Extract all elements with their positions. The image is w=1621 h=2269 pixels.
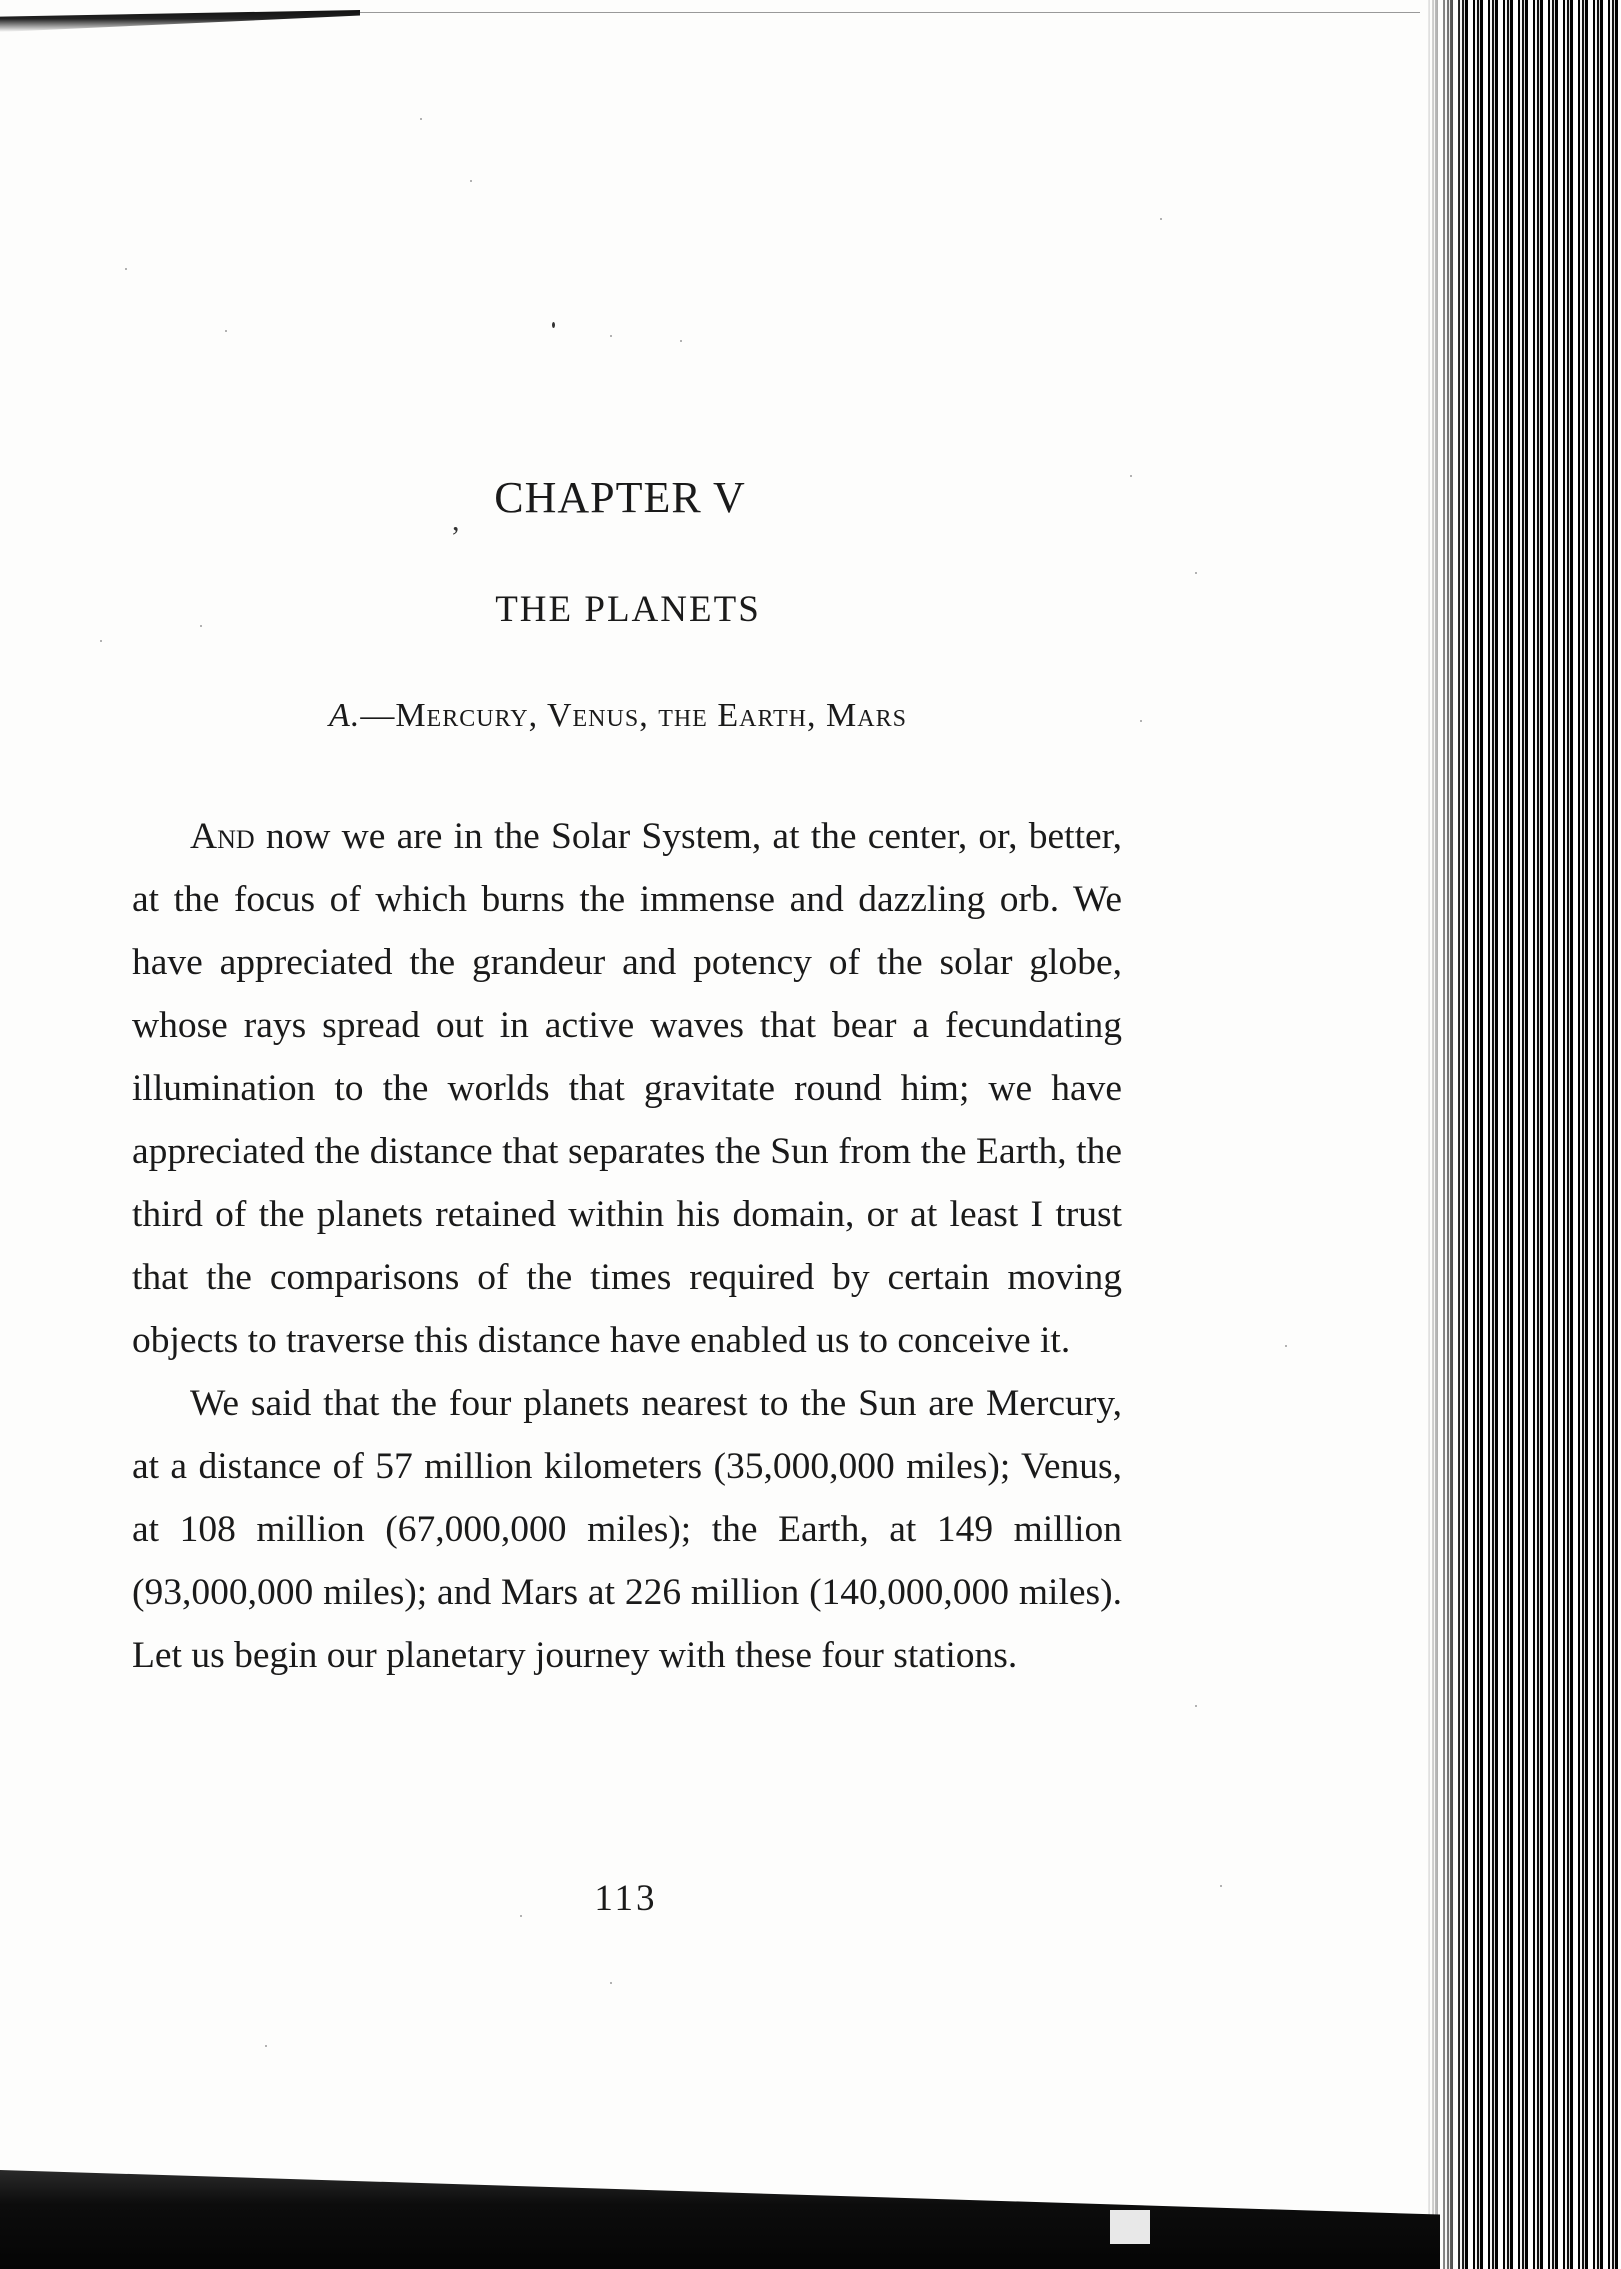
section-heading-text: Mercury, Venus, the Earth, Mars: [395, 697, 907, 734]
section-heading: [0, 697, 1236, 735]
scan-speck: [610, 335, 612, 337]
chapter-title: THE PLANETS: [495, 589, 761, 630]
scan-speck: [680, 340, 682, 342]
paragraph-lead-word: And: [190, 816, 255, 857]
scan-top-rule: [360, 12, 1420, 13]
scan-speck: [125, 268, 127, 270]
scan-speck: [470, 180, 472, 182]
body-text: [132, 805, 1122, 1687]
chapter-label: CHAPTER V: [494, 473, 746, 522]
scan-bottom-light-patch: [1110, 2210, 1150, 2244]
stray-ink-mark: ,: [452, 504, 460, 537]
scan-speck: [610, 1982, 612, 1984]
scan-speck: [1195, 572, 1197, 574]
section-dash: —: [360, 697, 396, 734]
paragraph-1: [132, 805, 1122, 1372]
page-edges-fade: [1425, 0, 1465, 2269]
page-number: 113: [594, 1878, 658, 1919]
scan-speck: [1195, 1705, 1197, 1707]
scan-speck: [100, 640, 102, 642]
scan-speck: [552, 322, 555, 328]
scan-speck: [1160, 218, 1162, 220]
scan-speck: [420, 118, 422, 120]
scan-bottom-shadow: [0, 2170, 1440, 2269]
paragraph-2: We said that the four planets nearest to the Sun are Mercury, at a distance of 57 million kilometers (35,000,000 miles); Venus, at 108 million (67,000,000 miles); the Earth, at 149 million (93,000,000 miles); and Mars at 226 million (140,000,000 miles). Let us begin our planetary journey with these four stations.: [132, 1383, 1122, 1676]
scan-speck: [225, 330, 227, 332]
scan-edge-shadow: [0, 10, 360, 32]
scan-speck: [1285, 1345, 1287, 1347]
scan-speck: [265, 2045, 267, 2047]
section-letter: A.: [329, 697, 361, 734]
paragraph-1-text: now we are in the Solar System, at the center, or, better, at the focus of which burns the immense and dazzling orb. We have appreciated the grandeur and potency of the solar globe, whose rays spread out in active waves that bear a fecundating illumination to the worlds that gravitate round him; we have appreciated the distance that separates the Sun from the Earth, the third of the planets retained within his domain, or at least I trust that the comparisons of the times required by certain moving objects to traverse this distance have enabled us to conceive it.: [132, 816, 1122, 1361]
